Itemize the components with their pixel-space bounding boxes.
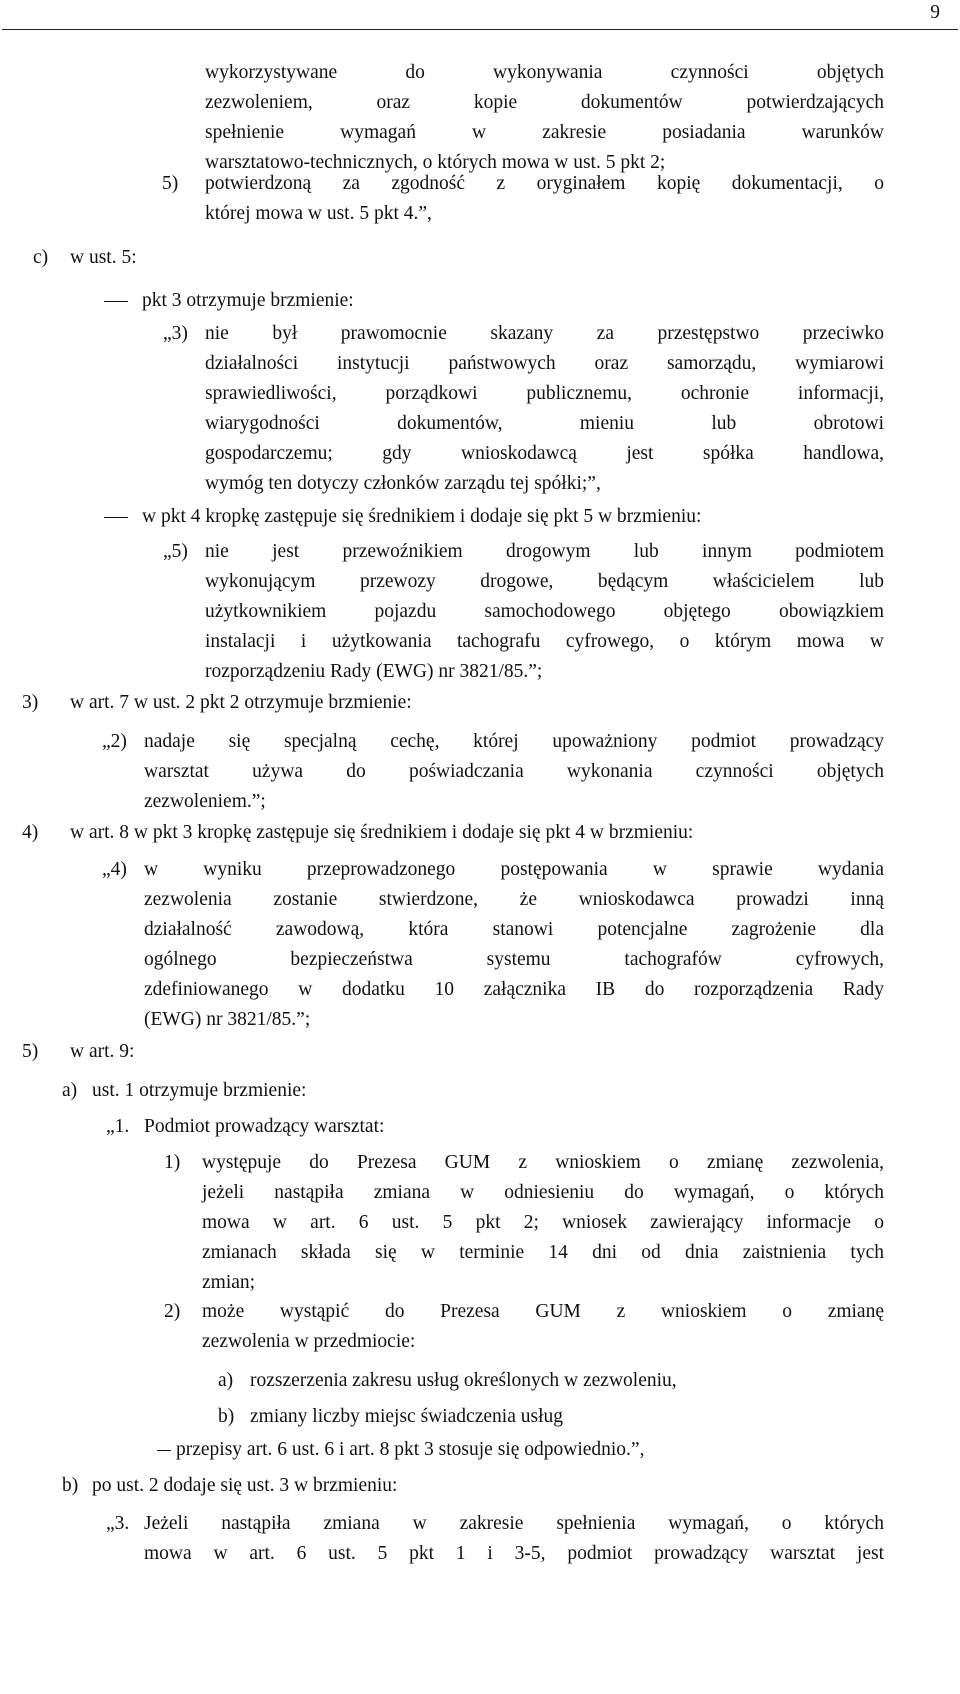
text-line: w ust. 5: <box>70 247 137 268</box>
text-line: rozszerzenia zakresu usług określonych w zezwoleniu, <box>250 1370 677 1391</box>
text-line: nie był prawomocnie skazany za przestępstwo przeciwko <box>205 323 884 344</box>
text-line: rozporządzeniu Rady (EWG) nr 3821/85.”; <box>205 661 543 682</box>
indent-dash <box>104 517 128 518</box>
item-label: „3. <box>106 1513 130 1534</box>
text-line: gospodarczemu; gdy wnioskodawcą jest spółka handlowa, <box>205 443 884 464</box>
text-line: zezwolenia zostanie stwierdzone, że wnioskodawca prowadzi inną <box>144 889 884 910</box>
item-label: 4) <box>22 822 39 843</box>
item-label: „1. <box>106 1116 130 1137</box>
text-line: użytkownikiem pojazdu samochodowego objętego obowiązkiem <box>205 601 884 622</box>
indent-dash <box>157 1450 171 1451</box>
page-number: 9 <box>930 2 940 23</box>
text-line: sprawiedliwości, porządkowi publicznemu, ochronie informacji, <box>205 383 884 404</box>
item-label: b) <box>218 1406 235 1427</box>
text-line: nadaje się specjalną cechę, której upoważniony podmiot prowadzący <box>144 731 884 752</box>
text-line: wymóg ten dotyczy członków zarządu tej spółki;”, <box>205 473 601 494</box>
text-line: działalność zawodową, która stanowi potencjalne zagrożenie dla <box>144 919 884 940</box>
text-line: zdefiniowanego w dodatku 10 załącznika IB do rozporządzenia Rady <box>144 979 884 1000</box>
text-line: pkt 3 otrzymuje brzmienie: <box>142 290 354 311</box>
item-label: 5) <box>162 173 179 194</box>
item-label: a) <box>62 1080 78 1101</box>
text-line: mowa w art. 6 ust. 5 pkt 2; wniosek zawierający informacje o <box>202 1212 884 1233</box>
text-line: zezwoleniem.”; <box>144 791 266 812</box>
text-line: Podmiot prowadzący warsztat: <box>144 1116 385 1137</box>
text-line: wykorzystywane do wykonywania czynności objętych <box>205 62 884 83</box>
text-line: w art. 8 w pkt 3 kropkę zastępuje się średnikiem i dodaje się pkt 4 w brzmieniu: <box>70 822 694 843</box>
text-line: (EWG) nr 3821/85.”; <box>144 1009 311 1030</box>
text-line: zmian; <box>202 1272 256 1293</box>
text-line: w wyniku przeprowadzonego postępowania w sprawie wydania <box>144 859 884 880</box>
text-line: występuje do Prezesa GUM z wnioskiem o zmianę zezwolenia, <box>202 1152 884 1173</box>
item-label: 5) <box>22 1041 39 1062</box>
text-line: jeżeli nastąpiła zmiana w odniesieniu do wymagań, o których <box>202 1182 884 1203</box>
text-line: której mowa w ust. 5 pkt 4.”, <box>205 203 432 224</box>
text-line: instalacji i użytkowania tachografu cyfrowego, o którym mowa w <box>205 631 884 652</box>
text-line: w pkt 4 kropkę zastępuje się średnikiem i dodaje się pkt 5 w brzmieniu: <box>142 506 702 527</box>
text-line: spełnienie wymagań w zakresie posiadania warunków <box>205 122 884 143</box>
header-rule <box>2 29 958 30</box>
text-line: nie jest przewoźnikiem drogowym lub innym podmiotem <box>205 541 884 562</box>
text-line: po ust. 2 dodaje się ust. 3 w brzmieniu: <box>92 1475 398 1496</box>
text-line: zmianach składa się w terminie 14 dni od dnia zaistnienia tych <box>202 1242 884 1263</box>
text-line: potwierdzoną za zgodność z oryginałem kopię dokumentacji, o <box>205 173 884 194</box>
item-label: „4) <box>102 859 127 880</box>
text-line: w art. 7 w ust. 2 pkt 2 otrzymuje brzmienie: <box>70 692 412 713</box>
text-line: może wystąpić do Prezesa GUM z wnioskiem o zmianę <box>202 1301 884 1322</box>
item-label: „5) <box>163 541 188 562</box>
text-line: mowa w art. 6 ust. 5 pkt 1 i 3-5, podmiot prowadzący warsztat jest <box>144 1543 884 1564</box>
item-label: b) <box>62 1475 79 1496</box>
text-line: działalności instytucji państwowych oraz samorządu, wymiarowi <box>205 353 884 374</box>
text-line: w art. 9: <box>70 1041 135 1062</box>
text-line: wykonującym przewozy drogowe, będącym właścicielem lub <box>205 571 884 592</box>
text-line: zmiany liczby miejsc świadczenia usług <box>250 1406 563 1427</box>
item-label: c) <box>33 247 49 268</box>
text-line: warsztatowo-technicznych, o których mowa w ust. 5 pkt 2; <box>205 152 666 173</box>
item-label: a) <box>218 1370 234 1391</box>
item-label: 1) <box>164 1152 181 1173</box>
text-line: ogólnego bezpieczeństwa systemu tachografów cyfrowych, <box>144 949 884 970</box>
text-line: przepisy art. 6 ust. 6 i art. 8 pkt 3 stosuje się odpowiednio.”, <box>176 1439 645 1460</box>
text-line: ust. 1 otrzymuje brzmienie: <box>92 1080 307 1101</box>
item-label: 2) <box>164 1301 181 1322</box>
indent-dash <box>104 301 128 302</box>
item-label: „3) <box>163 323 188 344</box>
text-line: zezwolenia w przedmiocie: <box>202 1331 416 1352</box>
text-line: Jeżeli nastąpiła zmiana w zakresie spełnienia wymagań, o których <box>144 1513 884 1534</box>
text-line: wiarygodności dokumentów, mieniu lub obrotowi <box>205 413 884 434</box>
text-line: warsztat używa do poświadczania wykonania czynności objętych <box>144 761 884 782</box>
item-label: 3) <box>22 692 39 713</box>
item-label: „2) <box>102 731 127 752</box>
text-line: zezwoleniem, oraz kopie dokumentów potwierdzających <box>205 92 884 113</box>
